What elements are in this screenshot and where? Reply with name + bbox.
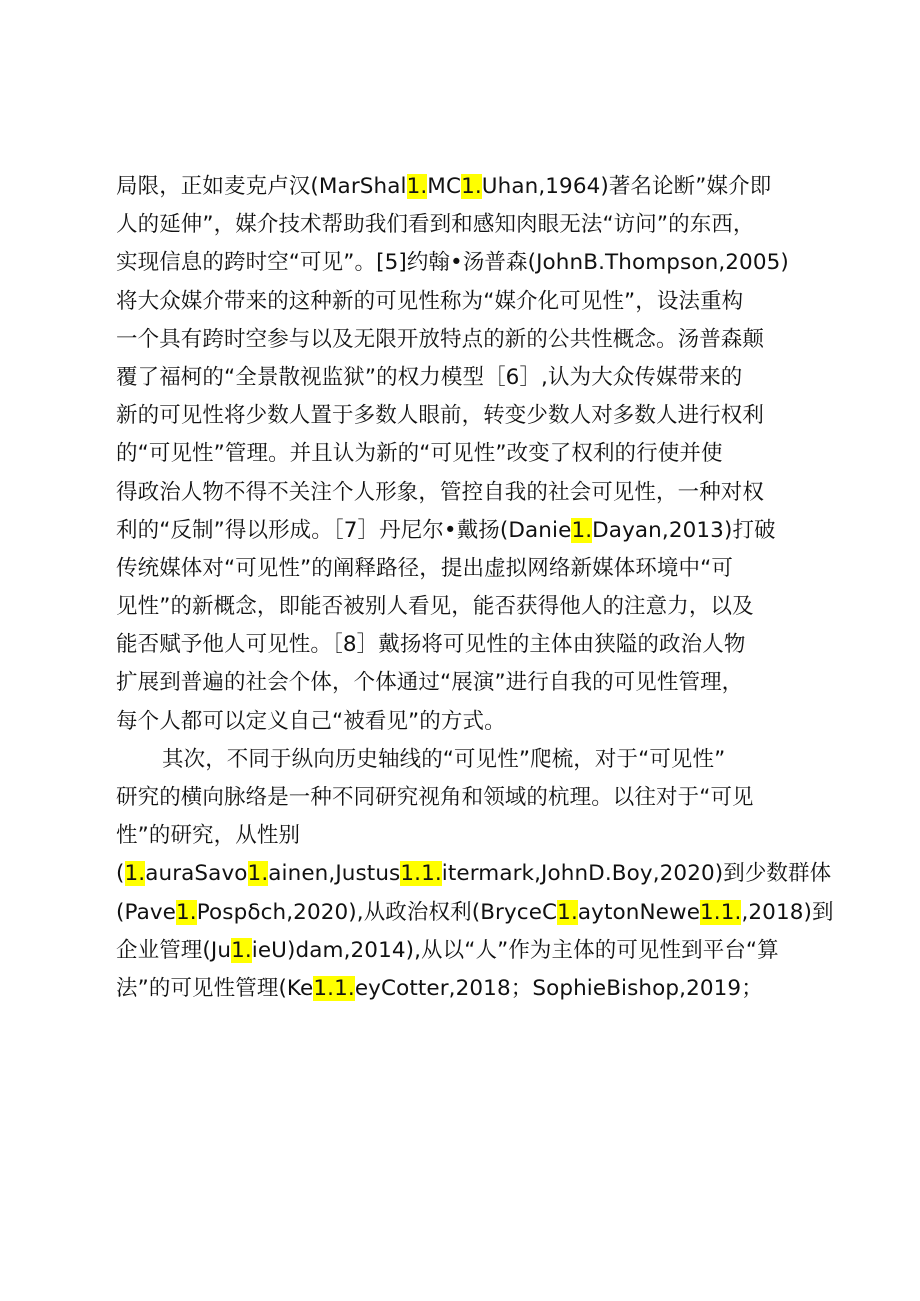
highlighted-text: 1.1. [400, 861, 442, 887]
text-segment: 新的可见性将少数人置于多数人眼前，转变少数人对多数人进行权利 [116, 403, 765, 429]
text-segment: ( [116, 861, 125, 887]
highlighted-text: 1. [461, 174, 482, 199]
text-segment: 其次，不同于纵向历史轴线的“可见性”爬梳，对于“可见性” [162, 746, 726, 772]
text-segment: 扩展到普遍的社会个体，个体通过“展演”进行自我的可见性管理， [116, 670, 744, 696]
highlighted-text: 1.1. [700, 899, 742, 925]
text-segment: 性”的研究，从性别 [116, 823, 301, 849]
text-line [116, 512, 836, 550]
text-segment: aytonNewe [577, 899, 701, 925]
text-line [116, 244, 836, 282]
highlighted-text: 1. [406, 174, 428, 199]
text-segment: 企业管理(Ju [116, 937, 232, 963]
highlighted-text: 1.1. [313, 975, 355, 1001]
highlighted-text: 1. [571, 517, 593, 543]
text-line [116, 168, 836, 206]
text-segment: 见性”的新概念，即能否被别人看见，能否获得他人的注意力，以及 [116, 594, 754, 620]
text-segment: MC [427, 174, 462, 199]
text-line [116, 741, 836, 779]
text-line [116, 817, 836, 855]
text-segment: itermark,JohnD.Boy,2020)到少数群体 [441, 861, 832, 887]
text-segment: 一个具有跨时空参与以及无限开放特点的新的公共性概念。汤普森颠 [116, 326, 765, 352]
text-segment: ,2018)到 [741, 899, 834, 925]
text-segment: (Pave [116, 899, 177, 925]
text-segment: Pospδch,2020),从政治权利(BryceC [196, 899, 558, 925]
text-line [116, 283, 836, 321]
text-line [116, 397, 836, 435]
text-line [116, 550, 836, 588]
text-line [116, 932, 836, 970]
text-segment: ieU)dam,2014),从以“人”作为主体的可见性到平台“算 [251, 937, 779, 963]
text-segment: 覆了福柯的“全景散视监狱”的权力模型［6］,认为大众传媒带来的 [116, 364, 743, 390]
text-line [116, 435, 836, 473]
highlighted-text: 1. [247, 861, 269, 887]
text-line [116, 588, 836, 626]
text-segment: 人的延伸”，媒介技术帮助我们看到和感知肉眼无法“访问”的东西， [116, 212, 755, 238]
text-segment: ainen,Justus [268, 861, 401, 887]
text-segment: 的“可见性”管理。并且认为新的“可见性”改变了权利的行使并使 [116, 441, 723, 467]
text-segment: Dayan,2013)打破 [592, 517, 776, 543]
text-segment: eyCotter,2018；SophieBishop,2019； [354, 975, 763, 1001]
text-line [116, 855, 836, 893]
highlighted-text: 1. [124, 861, 146, 887]
text-line [116, 703, 836, 741]
text-line [116, 206, 836, 244]
text-segment: 实现信息的跨时空“可见”。[5]约翰•汤普森(JohnB.Thompson,2005) [116, 250, 789, 276]
text-line [116, 970, 836, 1008]
highlighted-text: 1. [176, 899, 197, 925]
text-line [116, 626, 836, 664]
text-line [116, 321, 836, 359]
text-segment: auraSavo [145, 861, 248, 887]
text-line [116, 474, 836, 512]
text-segment: Uhan,1964)著名论断”媒介即 [481, 174, 772, 199]
text-line [116, 359, 836, 397]
body-text [116, 168, 836, 1008]
text-line [116, 779, 836, 817]
text-segment: 能否赋予他人可见性。［8］戴扬将可见性的主体由狭隘的政治人物 [116, 632, 746, 658]
text-segment: 法”的可见性管理(Ke [116, 975, 314, 1001]
highlighted-text: 1. [231, 937, 252, 963]
text-line [116, 664, 836, 702]
text-segment: 研究的横向脉络是一种不同研究视角和领域的杭理。以往对于“可见 [116, 785, 754, 810]
text-segment: 传统媒体对“可见性”的阐释路径，提出虚拟网络新媒体环境中“可 [116, 555, 733, 581]
text-segment: 将大众媒介带来的这种新的可见性称为“媒介化可见性”，设法重构 [116, 288, 744, 314]
text-segment: 利的“反制”得以形成。［7］丹尼尔•戴扬(Danie [116, 517, 572, 543]
text-segment: 每个人都可以定义自己“被看见”的方式。 [116, 708, 506, 734]
text-segment: 得政治人物不得不关注个人形象，管控自我的社会可见性，一种对权 [116, 479, 765, 505]
highlighted-text: 1. [557, 899, 578, 925]
text-segment: 局限，正如麦克卢汉(MarShal [116, 174, 407, 199]
text-line [116, 894, 836, 932]
